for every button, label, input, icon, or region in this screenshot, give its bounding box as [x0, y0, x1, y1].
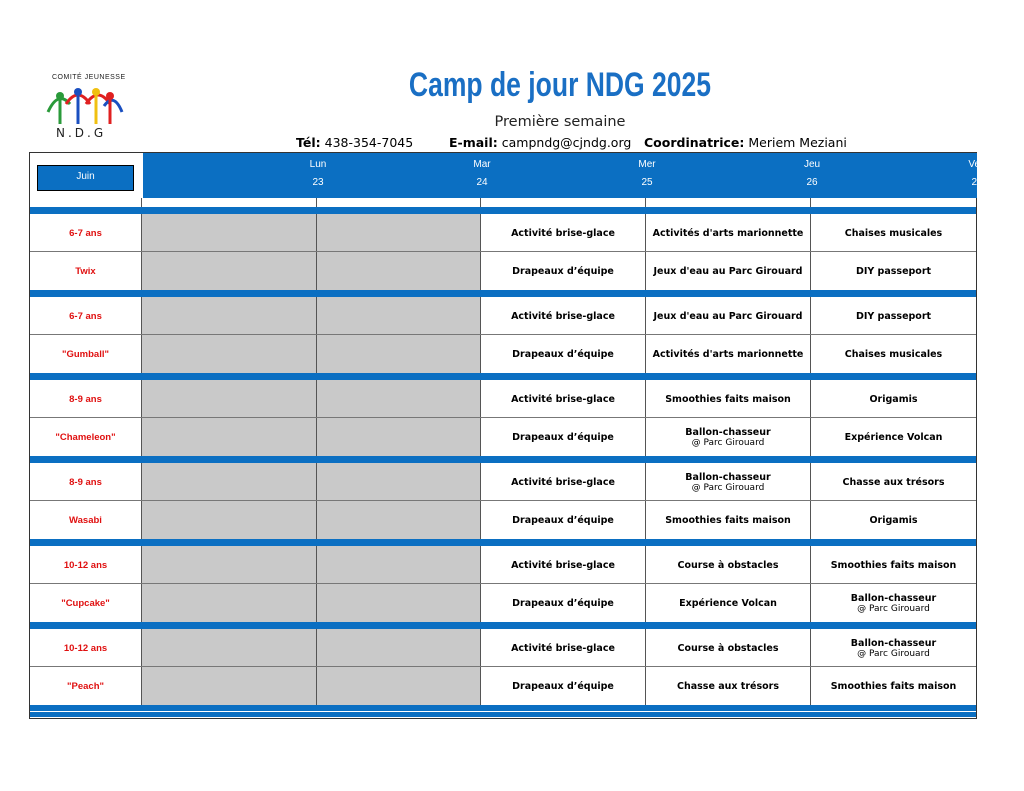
activity-text [512, 515, 614, 526]
activity-text [678, 560, 779, 571]
activity-text [653, 349, 804, 360]
table-row [30, 629, 976, 667]
col-line [480, 198, 481, 207]
activity-name: Smoothies faits maison [665, 393, 791, 405]
activity-cell-ven [811, 252, 976, 290]
activity-name: Expérience Volcan [844, 431, 943, 443]
activity-text [842, 477, 944, 488]
activity-text [685, 472, 770, 493]
day-number: 23 [312, 177, 324, 188]
activity-cell-jeu [646, 501, 811, 539]
tel-label: Tél: [296, 135, 321, 150]
group-separator [30, 373, 976, 380]
activity-location: @ Parc Girouard [691, 482, 765, 493]
activity-name: Smoothies faits maison [830, 680, 957, 692]
activity-text [677, 681, 779, 692]
group-separator [30, 622, 976, 629]
col-line [810, 198, 811, 207]
activity-name: Activité brise-glace [511, 559, 615, 571]
activity-name: Drapeaux d’équipe [512, 680, 614, 692]
page-subtitle: Première semaine [494, 114, 626, 130]
table-row [30, 546, 976, 584]
group-label: Twix [30, 252, 142, 290]
activity-name: Activité brise-glace [511, 476, 615, 488]
day-name: Mer [638, 159, 656, 170]
col-line [645, 198, 646, 207]
page-title: Camp de jour NDG 2025 [408, 66, 712, 104]
activity-cell-ven [811, 501, 976, 539]
activity-text [856, 266, 931, 277]
activity-cell-jeu [646, 297, 811, 335]
empty-day-cell [142, 463, 317, 501]
activity-text [845, 228, 942, 239]
activity-cell-mer [481, 501, 646, 539]
activity-name: DIY passeport [855, 310, 932, 322]
group-label: 8-9 ans [30, 463, 142, 501]
empty-day-cell [317, 418, 481, 456]
activity-text [512, 349, 614, 360]
activity-name: Activité brise-glace [511, 393, 615, 405]
activity-name: Drapeaux d’équipe [512, 348, 614, 360]
activity-cell-jeu [646, 214, 811, 252]
table-row [30, 463, 976, 501]
day-number: 24 [476, 177, 488, 188]
spacer-row [30, 198, 976, 207]
activity-name: DIY passeport [855, 265, 932, 277]
activity-text [512, 432, 614, 443]
empty-day-cell [142, 380, 317, 418]
empty-day-cell [317, 335, 481, 373]
empty-day-cell [317, 214, 481, 252]
group-label: "Gumball" [30, 335, 142, 373]
activity-name: Smoothies faits maison [665, 514, 791, 526]
bottom-band-2 [30, 712, 976, 717]
activity-text [856, 311, 931, 322]
activity-cell-mer [481, 297, 646, 335]
tel-value: 438-354-7045 [324, 135, 414, 150]
activity-name: Activité brise-glace [511, 227, 615, 239]
table-row [30, 418, 976, 456]
col-line [316, 198, 317, 207]
table-row [30, 252, 976, 290]
coord-label: Coordinatrice: [644, 135, 745, 150]
day-header-4 [812, 153, 986, 198]
activity-name: Drapeaux d’équipe [512, 597, 614, 609]
day-header-2 [482, 153, 656, 198]
activity-text [851, 638, 936, 659]
activity-cell-mer [481, 546, 646, 584]
activity-cell-ven [811, 584, 976, 622]
activity-text [654, 311, 803, 322]
activity-text [511, 228, 615, 239]
activity-text [869, 515, 917, 526]
activity-name: Expérience Volcan [679, 597, 777, 609]
activity-cell-mer [481, 214, 646, 252]
activity-cell-mer [481, 335, 646, 373]
bottom-band [30, 705, 976, 711]
empty-day-cell [317, 463, 481, 501]
empty-day-cell [317, 297, 481, 335]
activity-cell-ven [811, 380, 976, 418]
activity-name: Activité brise-glace [511, 642, 615, 654]
activity-cell-mer [481, 380, 646, 418]
activity-name: Jeux d'eau au Parc Girouard [653, 265, 803, 277]
empty-day-cell [317, 252, 481, 290]
activity-cell-jeu [646, 546, 811, 584]
day-name: Ven [968, 159, 986, 170]
activity-cell-jeu [646, 418, 811, 456]
table-row [30, 335, 976, 373]
email-value: campndg@cjndg.org [501, 135, 632, 150]
activity-name: Origamis [869, 514, 918, 526]
group-label: 6-7 ans [30, 214, 142, 252]
empty-day-cell [142, 629, 317, 667]
logo-org-text: COMITÉ JEUNESSE [52, 74, 126, 81]
activity-cell-jeu [646, 380, 811, 418]
contact-coordinator [644, 135, 847, 150]
activity-text [831, 560, 957, 571]
activity-text [511, 477, 615, 488]
activity-cell-mer [481, 463, 646, 501]
day-number: 25 [641, 177, 653, 188]
activity-cell-jeu [646, 584, 811, 622]
table-row [30, 667, 976, 705]
activity-name: Ballon-chasseur [685, 426, 771, 438]
day-number: 27 [971, 177, 983, 188]
empty-day-cell [317, 546, 481, 584]
days-header [143, 153, 986, 198]
activity-text [512, 598, 614, 609]
group-separator [30, 207, 976, 214]
day-name: Lun [309, 159, 327, 170]
activity-location: @ Parc Girouard [857, 603, 930, 614]
empty-day-cell [317, 584, 481, 622]
activity-text [665, 515, 791, 526]
activity-cell-mer [481, 667, 646, 705]
activity-name: Chasse aux trésors [676, 680, 779, 692]
activity-text [511, 311, 615, 322]
empty-day-cell [142, 335, 317, 373]
activity-text [511, 643, 615, 654]
empty-day-cell [317, 380, 481, 418]
logo [44, 74, 128, 144]
group-label: 6-7 ans [30, 297, 142, 335]
empty-day-cell [142, 297, 317, 335]
table-row [30, 501, 976, 539]
day-header-1 [318, 153, 491, 198]
activity-name: Jeux d'eau au Parc Girouard [653, 310, 803, 322]
empty-day-cell [317, 501, 481, 539]
activity-name: Chasse aux trésors [842, 476, 945, 488]
activity-text [512, 681, 614, 692]
group-label: "Chameleon" [30, 418, 142, 456]
activity-text [512, 266, 614, 277]
activity-name: Chaises musicales [844, 348, 943, 360]
group-label: 10-12 ans [30, 546, 142, 584]
activity-name: Activité brise-glace [511, 310, 615, 322]
activity-cell-mer [481, 418, 646, 456]
group-label: 8-9 ans [30, 380, 142, 418]
day-header-3 [647, 153, 821, 198]
activity-name: Drapeaux d’équipe [512, 431, 614, 443]
activity-name: Chaises musicales [844, 227, 943, 239]
day-header-0 [143, 153, 327, 198]
activity-name: Smoothies faits maison [830, 559, 957, 571]
activity-location: @ Parc Girouard [857, 648, 930, 659]
activity-location: @ Parc Girouard [691, 437, 765, 448]
activity-cell-ven [811, 463, 976, 501]
empty-day-cell [142, 252, 317, 290]
activity-cell-ven [811, 418, 976, 456]
activity-name: Drapeaux d’équipe [512, 265, 614, 277]
activity-cell-ven [811, 667, 976, 705]
day-number: 26 [806, 177, 818, 188]
activity-cell-jeu [646, 252, 811, 290]
activity-cell-jeu [646, 335, 811, 373]
activity-text [679, 598, 777, 609]
activity-name: Course à obstacles [677, 559, 779, 571]
empty-day-cell [317, 667, 481, 705]
activity-cell-ven [811, 214, 976, 252]
activity-cell-jeu [646, 629, 811, 667]
contact-email [449, 135, 631, 150]
activity-name: Drapeaux d’équipe [512, 514, 614, 526]
empty-day-cell [142, 214, 317, 252]
activity-cell-ven [811, 335, 976, 373]
activity-cell-jeu [646, 667, 811, 705]
activity-name: Activités d'arts marionnette [652, 227, 804, 239]
activity-name: Course à obstacles [677, 642, 779, 654]
col-line [141, 198, 142, 207]
empty-day-cell [142, 501, 317, 539]
activity-text [511, 560, 615, 571]
activity-name: Origamis [869, 393, 918, 405]
group-separator [30, 539, 976, 546]
coord-value: Meriem Meziani [748, 135, 847, 150]
group-label: Wasabi [30, 501, 142, 539]
table-row [30, 584, 976, 622]
activity-cell-ven [811, 546, 976, 584]
group-label: 10-12 ans [30, 629, 142, 667]
activity-text [665, 394, 791, 405]
activity-cell-jeu [646, 463, 811, 501]
logo-ndg-text: N.D.G [56, 126, 107, 140]
activity-text [831, 681, 957, 692]
activity-text [845, 349, 942, 360]
activity-name: Ballon-chasseur [850, 637, 937, 649]
table-row [30, 214, 976, 252]
activity-text [869, 394, 917, 405]
activity-text [653, 228, 804, 239]
month-label: Juin [37, 165, 134, 191]
activity-text [851, 593, 936, 614]
group-separator [30, 456, 976, 463]
table-row [30, 380, 976, 418]
day-name: Jeu [803, 159, 821, 170]
activity-text [654, 266, 803, 277]
empty-day-cell [142, 418, 317, 456]
activity-cell-mer [481, 629, 646, 667]
activity-cell-mer [481, 584, 646, 622]
activity-text [678, 643, 779, 654]
activity-cell-ven [811, 629, 976, 667]
activity-text [685, 427, 770, 448]
activity-name: Activités d'arts marionnette [652, 348, 804, 360]
activity-cell-mer [481, 252, 646, 290]
activity-name: Ballon-chasseur [685, 471, 771, 483]
activity-name: Ballon-chasseur [850, 592, 937, 604]
empty-day-cell [317, 629, 481, 667]
empty-day-cell [142, 667, 317, 705]
schedule-table [29, 152, 986, 719]
activity-cell-ven [811, 297, 976, 335]
day-name: Mar [473, 159, 491, 170]
activity-text [511, 394, 615, 405]
group-separator [30, 290, 976, 297]
contact-tel [296, 135, 413, 150]
group-label: "Peach" [30, 667, 142, 705]
group-label: "Cupcake" [30, 584, 142, 622]
activity-text [845, 432, 943, 443]
table-row [30, 297, 976, 335]
empty-day-cell [142, 584, 317, 622]
email-label: E-mail: [449, 135, 498, 150]
empty-day-cell [142, 546, 317, 584]
